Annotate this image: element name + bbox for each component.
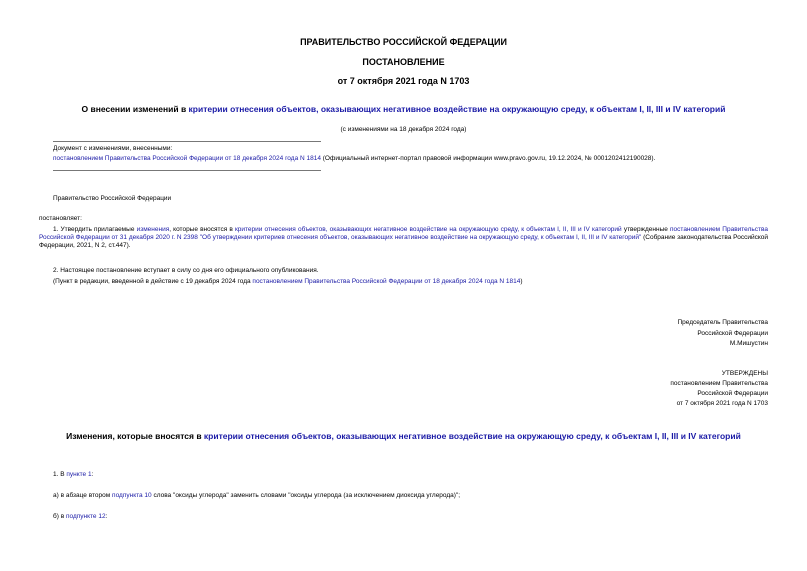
p2-note-1814-link[interactable]: постановлением Правительства Российской Федерации от 18 декабря 2024 года N 1814 (252, 278, 521, 285)
item-b-text-a: б) в (53, 513, 66, 520)
body-government: Правительство Российской Федерации (53, 195, 172, 202)
p1-criteria-link[interactable]: критерии отнесения объектов, оказывающих негативное воздействие на окружающую среду, к объектам I, II, III и IV категорий (234, 226, 622, 233)
p2-note-text-a: (Пункт в редакции, введенной в действие с 19 декабря 2024 года (53, 278, 253, 285)
p1-text-b: , которые вносятся в (169, 226, 235, 233)
p1-changes-link[interactable]: изменения (136, 226, 170, 233)
changes-source (53, 155, 655, 163)
paragraph-2-note (53, 278, 523, 286)
divider-bottom (53, 170, 321, 171)
item-b-text-b: : (105, 513, 108, 520)
changes-title-criteria-link[interactable]: критерии отнесения объектов, оказывающих негативное воздействие на окружающую среду, к объектам I, II, III и IV категорий (203, 431, 741, 441)
title-prefix: О внесении изменений в (81, 104, 189, 114)
changes-title-prefix: Изменения, которые вносятся в (66, 431, 204, 441)
signature-name: М.Мишустин (729, 340, 768, 347)
paragraph-2: 2. Настоящее постановление вступает в силу со дня его официального опубликования. (53, 267, 319, 274)
revision-note: (с изменениями на 18 декабря 2024 года) (340, 126, 467, 133)
item-b-subpoint-12-link[interactable]: подпункте 12 (65, 513, 106, 520)
item-1-text-b: : (91, 471, 94, 478)
document-title (0, 104, 807, 114)
document-date-number: от 7 октября 2021 года N 1703 (337, 76, 470, 86)
government-heading: ПРАВИТЕЛЬСТВО РОССИЙСКОЙ ФЕДЕРАЦИИ (300, 37, 507, 47)
p1-text-c: утвержденные (621, 226, 671, 233)
approved-by: постановлением Правительства (670, 380, 768, 387)
item-a (53, 492, 460, 500)
item-a-text-a: а) в абзаце втором (53, 492, 113, 499)
changes-label: Документ с изменениями, внесенными: (53, 145, 173, 152)
changes-source-rest: (Официальный интернет-портал правовой информации www.pravo.gov.ru, 19.12.2024, № 0001202412190028). (320, 155, 656, 162)
item-a-text-b: слова "оксиды углерода" заменить словами "оксиды углерода (за исключением диоксида углерода)"; (151, 492, 461, 499)
p1-text-d: (Собрание законодательства Российской Федерации, 2021, N 2, ст.447). (39, 234, 768, 249)
divider-top (53, 141, 321, 142)
approved-org: Российской Федерации (697, 390, 768, 397)
signature-position: Председатель Правительства (677, 319, 768, 326)
item-b (53, 513, 107, 521)
p1-resolution-2398-link[interactable]: постановлением Правительства Российской Федерации от 31 декабря 2020 г. N 2398 "Об утверждении критериев отнесения объектов, оказывающих негативное воздействие на окружающую среду, к объектам I, II, III и IV категорий" (39, 226, 768, 241)
approved-date: от 7 октября 2021 года N 1703 (676, 400, 768, 407)
item-1-point-1-link[interactable]: пункте 1 (66, 471, 92, 478)
body-resolves: постановляет: (39, 215, 82, 222)
paragraph-1 (39, 226, 768, 250)
p1-text-a: 1. Утвердить прилагаемые (53, 226, 137, 233)
approved-heading: УТВЕРЖДЕНЫ (721, 370, 768, 377)
item-1 (53, 471, 93, 479)
title-criteria-link[interactable]: критерии отнесения объектов, оказывающих негативное воздействие на окружающую среду, к объектам I, II, III и IV категорий (188, 104, 726, 114)
item-1-text-a: 1. В (53, 471, 67, 478)
document-type: ПОСТАНОВЛЕНИЕ (362, 57, 445, 67)
signature-org: Российской Федерации (697, 330, 768, 337)
item-a-subpoint-10-link[interactable]: подпункта 10 (112, 492, 152, 499)
changes-title (0, 431, 807, 441)
p2-note-text-b: ) (520, 278, 523, 285)
amendment-1814-link[interactable]: постановлением Правительства Российской Федерации от 18 декабря 2024 года N 1814 (53, 155, 321, 162)
